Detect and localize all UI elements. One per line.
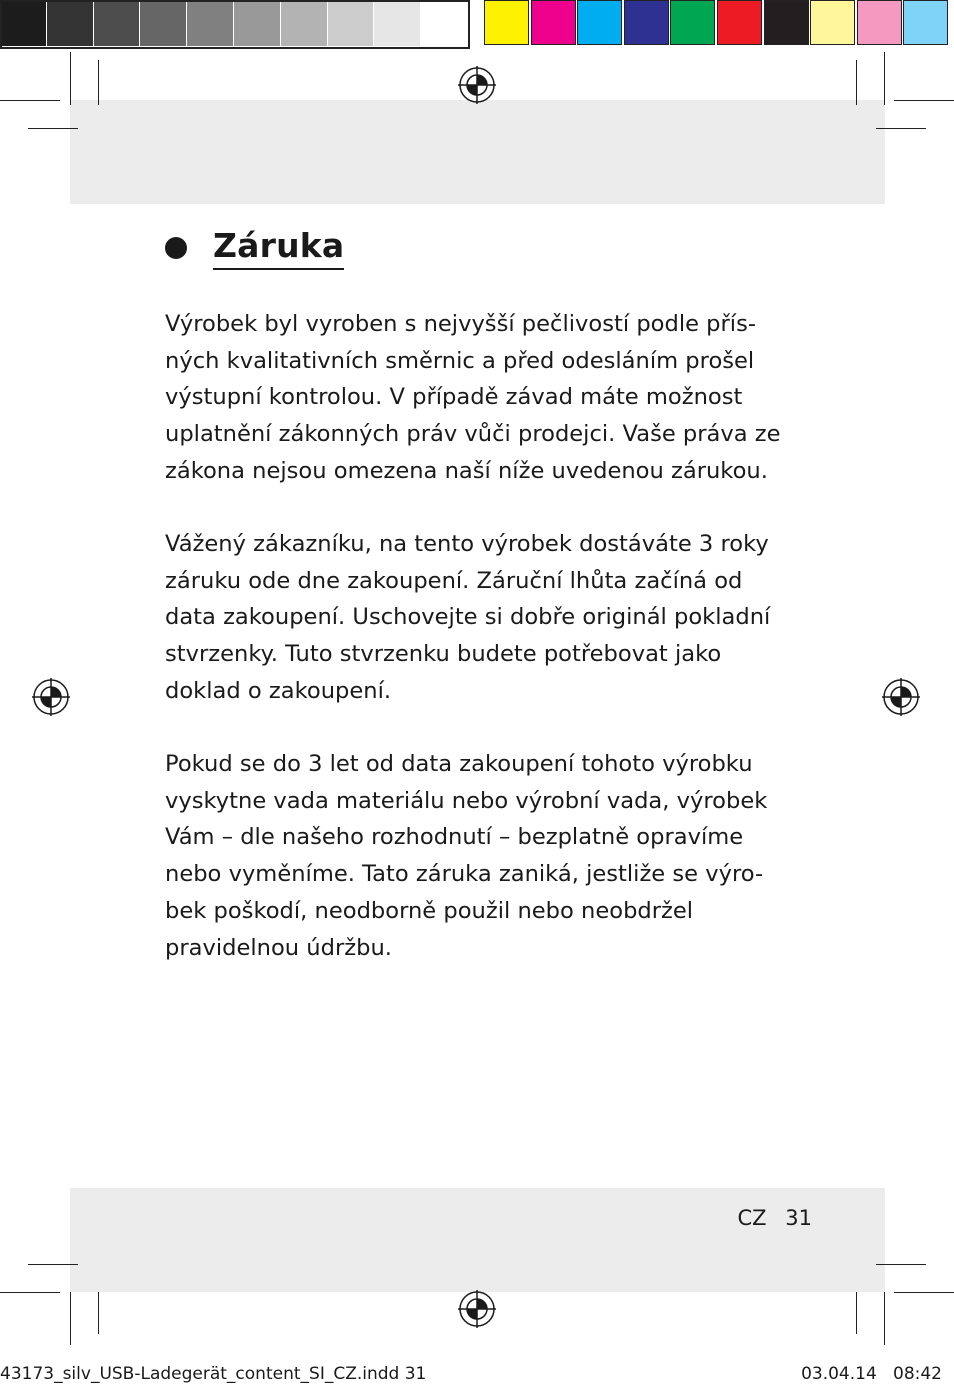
- text-line: Vážený zákazníku, na tento výrobek dostáváte 3 roky: [165, 531, 769, 557]
- color-swatch: [281, 0, 327, 46]
- registration-mark-icon: [458, 66, 496, 104]
- paragraph-quality: [165, 306, 805, 490]
- paragraph-warranty-period: [165, 526, 805, 710]
- text-line: ných kvalitativních směrnic a před odesláním prošel: [165, 347, 755, 374]
- page-number: [738, 1206, 812, 1230]
- crop-mark: [884, 52, 885, 105]
- page-number-value: 31: [785, 1206, 812, 1230]
- section-title: Záruka: [213, 226, 344, 270]
- registration-mark-icon: [32, 678, 70, 716]
- color-swatch: [234, 0, 280, 46]
- footer-time: 08:42: [893, 1364, 942, 1384]
- text-line: bek poškodí, neodborně použil nebo neobdržel: [165, 897, 694, 924]
- page-language: CZ: [737, 1206, 767, 1230]
- text-line: doklad o zakoupení.: [165, 677, 392, 704]
- header-panel: [70, 100, 885, 204]
- footer-panel: [70, 1188, 885, 1292]
- crop-mark: [98, 1292, 99, 1334]
- color-swatch: [484, 0, 529, 45]
- registration-mark-icon: [458, 1290, 496, 1328]
- color-swatch: [47, 0, 93, 46]
- bullet-icon: [165, 237, 187, 259]
- paragraph-warranty-terms: [165, 746, 805, 966]
- grayscale-color-bar: [0, 0, 468, 50]
- crop-mark: [856, 60, 857, 105]
- footer-timestamp: [801, 1364, 942, 1384]
- crop-mark: [0, 1292, 60, 1293]
- registration-mark-icon: [882, 678, 920, 716]
- color-swatch: [577, 0, 622, 45]
- color-swatch: [624, 0, 669, 45]
- text-line: záruku ode dne zakoupení. Záruční lhůta začíná od: [165, 567, 743, 594]
- text-line: Pokud se do 3 let od data zakoupení tohoto výrobku: [165, 751, 753, 777]
- footer-date: 03.04.14: [801, 1364, 877, 1384]
- color-swatch: [421, 0, 467, 46]
- crop-mark: [28, 1264, 78, 1265]
- crop-mark: [70, 1292, 71, 1345]
- text-line: pravidelnou údržbu.: [165, 934, 392, 961]
- crop-mark: [894, 100, 954, 101]
- color-swatch: [374, 0, 420, 46]
- text-line: data zakoupení. Uschovejte si dobře originál pokladní: [165, 604, 771, 631]
- text-line: výstupní kontrolou. V případě závad máte možnost: [165, 384, 743, 411]
- footer-filename: 43173_silv_USB-Ladegerät_content_SI_CZ.indd 31: [0, 1364, 427, 1384]
- text-line: Výrobek byl vyroben s nejvyšší pečlivostí podle přís-: [165, 311, 757, 337]
- crop-mark: [28, 128, 78, 129]
- color-swatch: [670, 0, 715, 45]
- color-swatch: [717, 0, 762, 45]
- color-swatch: [94, 0, 140, 46]
- color-swatch: [903, 0, 948, 45]
- text-line: uplatnění zákonných práv vůči prodejci. Vaše práva ze: [165, 421, 781, 448]
- crop-mark: [894, 1292, 954, 1293]
- crop-mark: [98, 60, 99, 105]
- process-color-bar: [484, 0, 950, 50]
- color-swatch: [531, 0, 576, 45]
- color-swatch: [187, 0, 233, 46]
- crop-mark: [876, 1264, 926, 1265]
- crop-mark: [884, 1292, 885, 1345]
- text-line: nebo vyměníme. Tato záruka zaniká, jestliže se výro-: [165, 861, 764, 888]
- color-swatch: [857, 0, 902, 45]
- color-swatch: [764, 0, 809, 45]
- text-line: Vám – dle našeho rozhodnutí – bezplatně opravíme: [165, 824, 744, 851]
- color-swatch: [0, 0, 46, 46]
- crop-mark: [70, 52, 71, 105]
- color-swatch: [328, 0, 374, 46]
- color-swatch: [810, 0, 855, 45]
- text-line: zákona nejsou omezena naší níže uvedenou zárukou.: [165, 457, 768, 484]
- color-swatch: [140, 0, 186, 46]
- text-line: vyskytne vada materiálu nebo výrobní vada, výrobek: [165, 787, 768, 814]
- crop-mark: [856, 1292, 857, 1334]
- text-line: stvrzenky. Tuto stvrzenku budete potřebovat jako: [165, 641, 722, 668]
- crop-mark: [0, 100, 60, 101]
- section-heading: [165, 226, 344, 270]
- crop-mark: [876, 128, 926, 129]
